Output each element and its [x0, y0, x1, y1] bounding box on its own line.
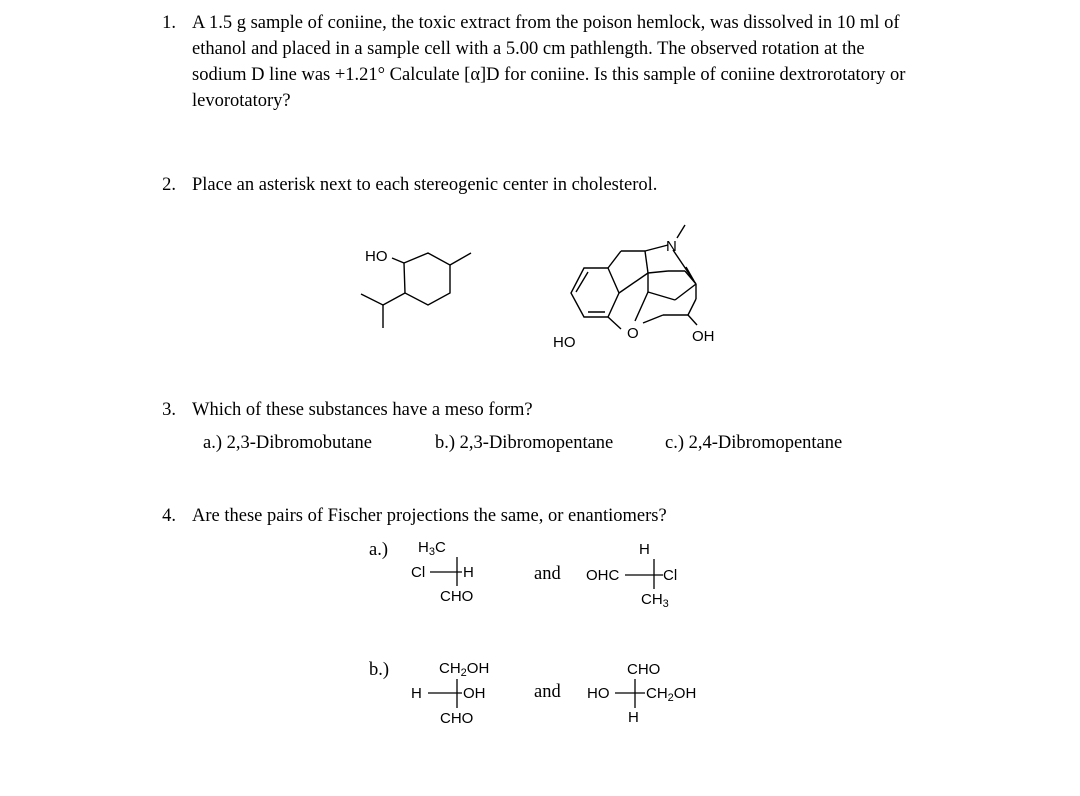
part-a-label: a.)	[369, 540, 388, 560]
fischer-substituent-right: H	[463, 564, 474, 581]
and-label: and	[534, 564, 561, 584]
fischer-substituent-right: $CH_2OH$	[646, 685, 697, 704]
fischer-substituent-left: Cl	[411, 564, 426, 581]
oh-label: OH	[692, 328, 715, 345]
fischer-substituent-left: OHC	[586, 567, 620, 584]
fischer-substituent-top: $CH_2OH$	[439, 660, 490, 679]
fischer-substituent-bottom: CHO	[440, 710, 474, 727]
fischer-cross-a-right	[625, 559, 663, 589]
fischer-substituent-bottom: H	[628, 709, 639, 726]
part-b-label: b.)	[369, 660, 390, 680]
fischer-cross-b-left	[428, 679, 462, 708]
fischer-substituent-top: CHO	[627, 661, 661, 678]
n-label: N	[666, 238, 677, 255]
question-3-number: 3.	[162, 400, 176, 420]
option-c: c.) 2,4-Dibromopentane	[665, 433, 843, 453]
ho-label: HO	[553, 334, 576, 351]
option-a: a.) 2,3-Dibromobutane	[203, 433, 373, 453]
fischer-substituent-right: Cl	[663, 567, 678, 584]
fischer-substituent-right: OH	[463, 685, 486, 702]
fischer-cross-b-right	[615, 679, 645, 708]
fischer-substituent-bottom: CHO	[440, 588, 474, 605]
question-1-line: ethanol and placed in a sample cell with a 5.00 cm pathlength. The observed rotation at the	[192, 39, 865, 59]
fischer-substituent-left: H	[411, 685, 422, 702]
fischer-substituent-top: $H_3C$	[418, 539, 446, 558]
and-label: and	[534, 682, 561, 702]
question-4-number: 4.	[162, 506, 176, 526]
ho-label: HO	[365, 248, 388, 265]
fischer-substituent-left: HO	[587, 685, 610, 702]
question-1-number: 1.	[162, 13, 176, 33]
question-3-text: Which of these substances have a meso form?	[192, 400, 533, 420]
option-b: b.) 2,3-Dibromopentane	[435, 433, 614, 453]
question-2-text: Place an asterisk next to each stereogenic center in cholesterol.	[192, 175, 658, 195]
question-2-number: 2.	[162, 175, 176, 195]
fischer-cross-a-left	[430, 557, 462, 586]
o-label: O	[627, 325, 639, 342]
question-1-line: A 1.5 g sample of coniine, the toxic extract from the poison hemlock, was dissolved in 10 ml of	[192, 13, 900, 33]
question-1-line: sodium D line was +1.21° Calculate [α]D for coniine. Is this sample of coniine dextrorotatory or	[192, 65, 906, 85]
question-1-line: levorotatory?	[192, 91, 291, 111]
fischer-substituent-top: H	[639, 541, 650, 558]
question-4-text: Are these pairs of Fischer projections the same, or enantiomers?	[192, 506, 667, 526]
fischer-substituent-bottom: $CH_3$	[641, 591, 669, 610]
